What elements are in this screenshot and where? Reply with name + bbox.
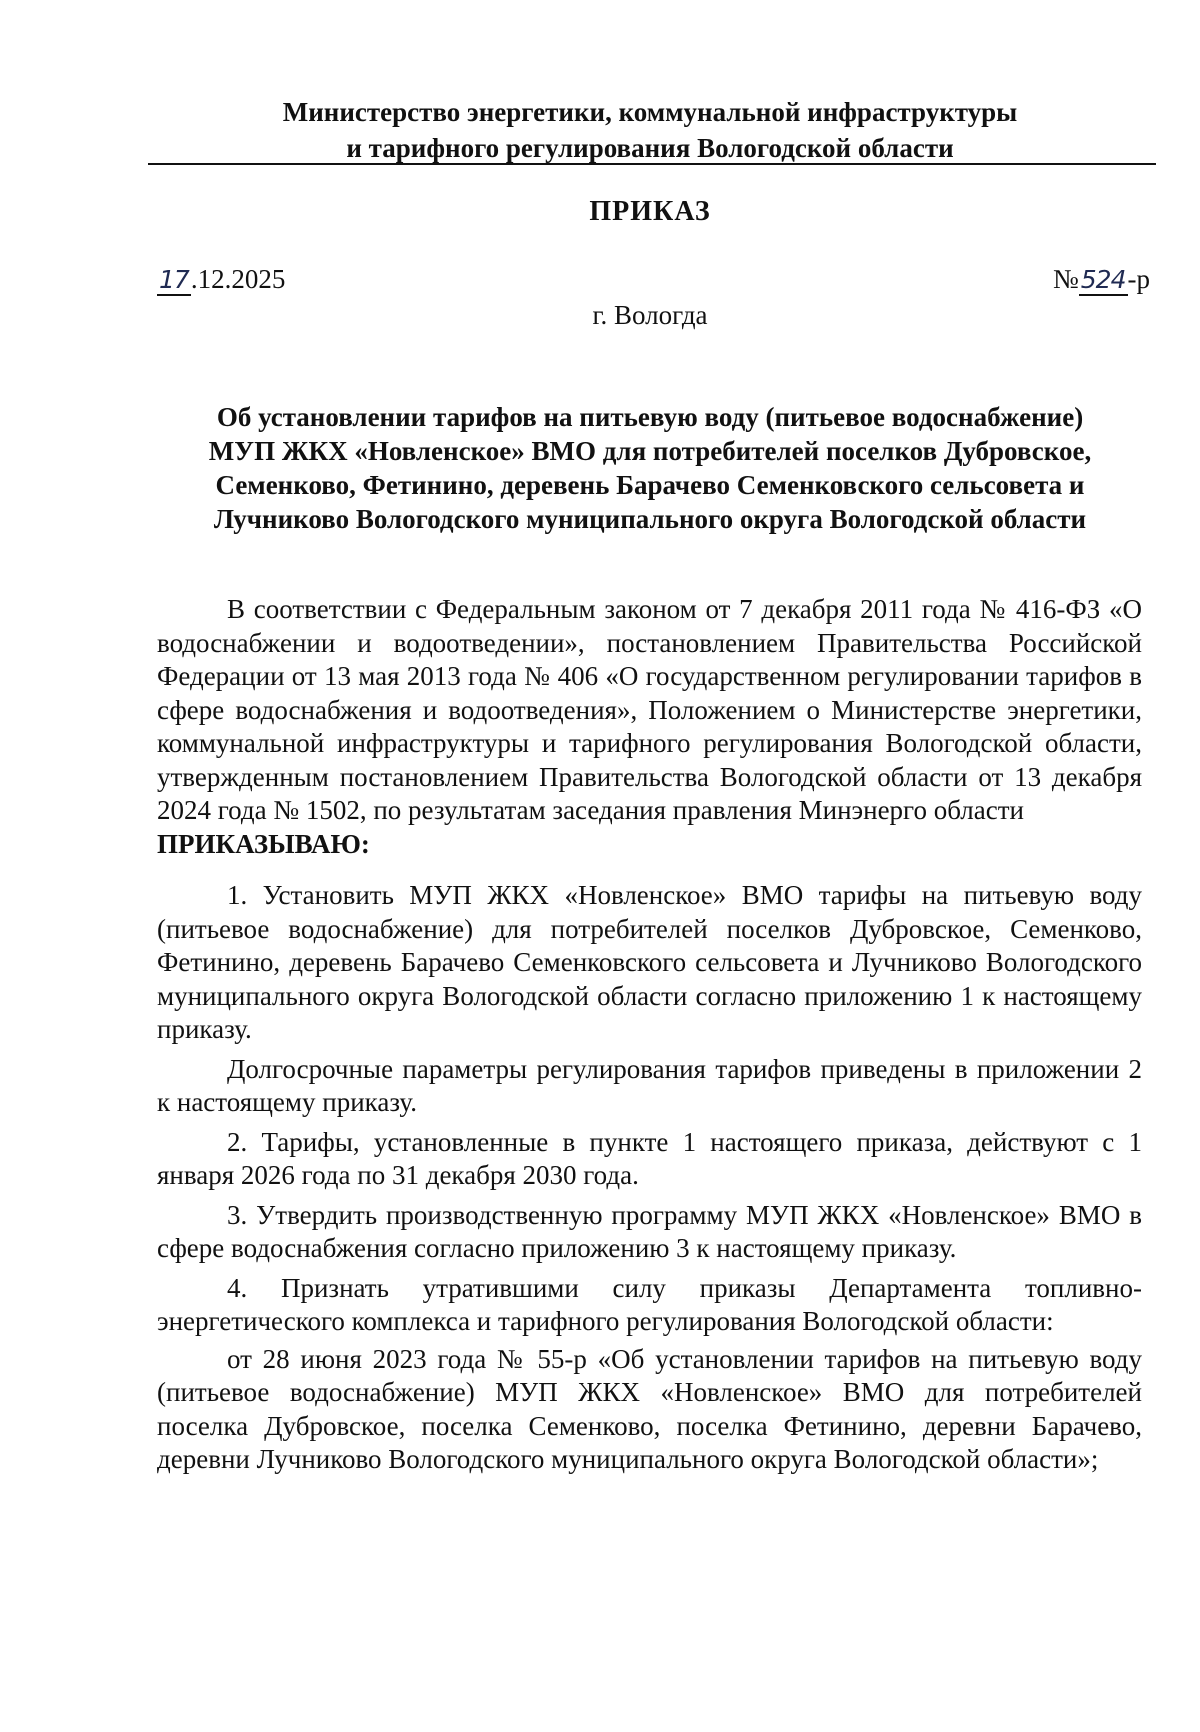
item-4-sub-1-paragraph: от 28 июня 2023 года № 55-р «Об установлении тарифов на питьевую воду (питьевое водоснабжение) МУП ЖКХ «Новленское» ВМО для потребителей поселка Дубровское, поселка Семенково, поселка Фетинино, деревни Барачево, деревни Лучниково Вологодского муниципального округа Вологодской области»; — [157, 1343, 1142, 1474]
handwritten-day: 17 — [159, 265, 189, 294]
decree-word: ПРИКАЗЫВАЮ: — [157, 828, 370, 859]
order-body — [157, 593, 1142, 1477]
item-3-paragraph: 3. Утвердить производственную программу МУП ЖКХ «Новленское» ВМО в сфере водоснабжения согласно приложению 3 к настоящему приказу. — [157, 1199, 1142, 1263]
order-date — [157, 264, 285, 296]
handwritten-number: 524 — [1080, 265, 1126, 294]
item-4-paragraph: 4. Признать утратившими силу приказы Департамента топливно-энергетического комплекса и тарифного регулирования Вологодской области: — [157, 1272, 1142, 1336]
item-1-paragraph: 1. Установить МУП ЖКХ «Новленское» ВМО тарифы на питьевую воду (питьевое водоснабжение) для потребителей поселков Дубровское, Семенково, Фетинино, деревень Барачево Семенковского сельсовета и Лучниково Вологодского муниципального округа Вологодской области согласно приложению 1 к настоящему приказу. — [157, 880, 1142, 1044]
number-sign: № — [1053, 264, 1079, 294]
ministry-header — [150, 94, 1150, 166]
order-city: г. Вологда — [592, 300, 708, 330]
order-subject — [160, 400, 1140, 536]
order-title: ПРИКАЗ — [589, 196, 711, 227]
order-number — [1053, 264, 1150, 296]
ministry-line-2: и тарифного регулирования Вологодской области — [346, 133, 954, 163]
ministry-line-1: Министерство энергетики, коммунальной инфраструктуры — [282, 97, 1018, 127]
item-2-paragraph: 2. Тарифы, установленные в пункте 1 настоящего приказа, действуют с 1 января 2026 года по 31 декабря 2030 года. — [157, 1126, 1142, 1190]
subject-line-3: Семенково, Фетинино, деревень Барачево Семенковского сельсовета и — [215, 470, 1085, 500]
header-divider — [148, 163, 1156, 165]
preamble-paragraph: В соответствии с Федеральным законом от 7 декабря 2011 года № 416-ФЗ «О водоснабжении и водоотведении», постановлением Правительства Российской Федерации от 13 мая 2013 года № 406 «О государственном регулировании тарифов в сфере водоснабжения и водоотведения», Положением о Министерстве энергетики, коммунальной инфраструктуры и тарифного регулирования Вологодской области, утвержденным постановлением Правительства Вологодской области от 13 декабря 2024 года № 1502, по результатам заседания правления Минэнерго области — [157, 594, 1142, 825]
subject-line-4: Лучниково Вологодского муниципального округа Вологодской области — [213, 504, 1087, 534]
item-1-params-paragraph: Долгосрочные параметры регулирования тарифов приведены в приложении 2 к настоящему приказу. — [157, 1053, 1142, 1117]
date-month-year: .12.2025 — [190, 264, 286, 294]
subject-line-1: Об установлении тарифов на питьевую воду (питьевое водоснабжение) — [216, 402, 1084, 432]
number-suffix: -р — [1127, 264, 1150, 294]
subject-line-2: МУП ЖКХ «Новленское» ВМО для потребителей поселков Дубровское, — [208, 436, 1092, 466]
